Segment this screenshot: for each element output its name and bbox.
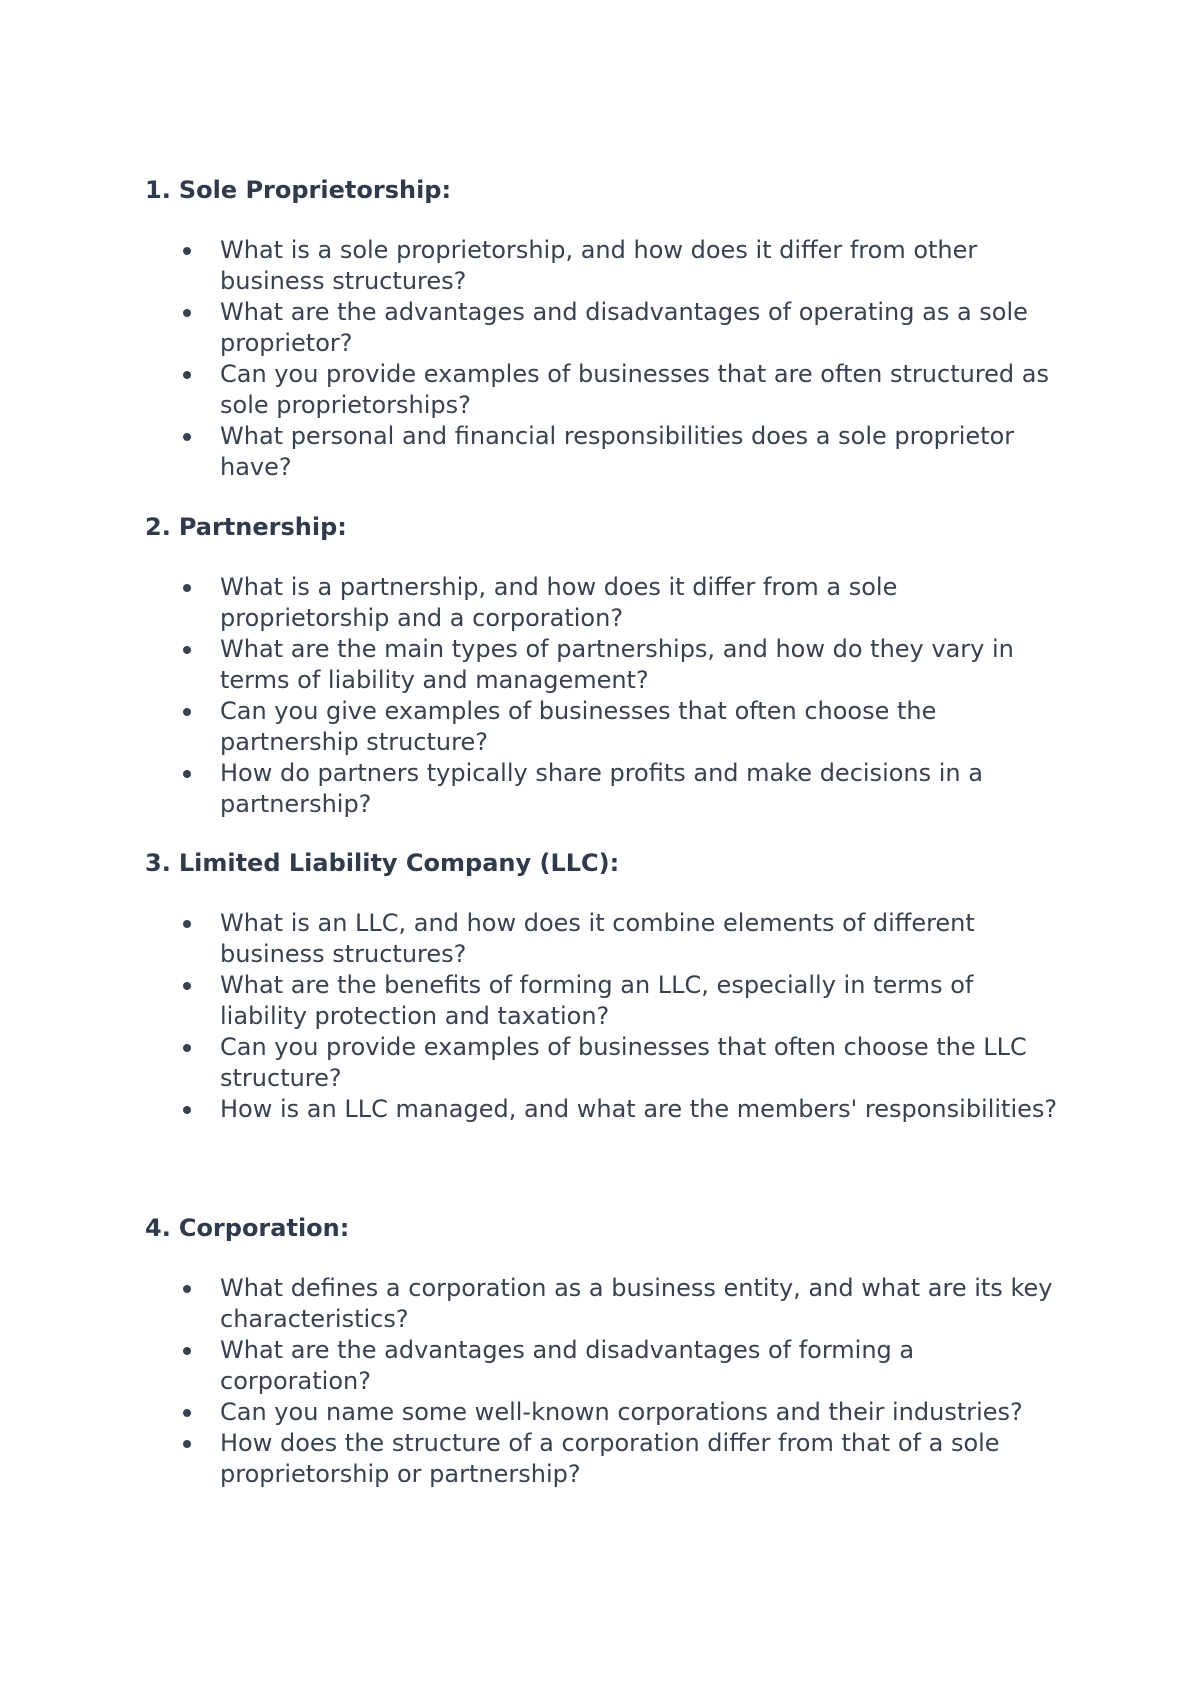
list-item (0, 908, 1060, 970)
list-item-text: What are the advantages and disadvantages of operating as a sole proprietor? (220, 298, 1028, 357)
question-list (0, 1273, 1200, 1490)
bullet-icon (183, 770, 191, 778)
bullet-icon (183, 247, 191, 255)
list-item (0, 1032, 1060, 1094)
list-item-text: How do partners typically share profits and make decisions in a partnership? (220, 759, 983, 818)
bullet-icon (183, 584, 191, 592)
list-item (0, 421, 1060, 483)
list-item-text: What is a sole proprietorship, and how does it differ from other business structures? (220, 236, 978, 295)
list-item-text: What is a partnership, and how does it differ from a sole proprietorship and a corporation? (220, 573, 898, 632)
question-list (0, 572, 1200, 820)
list-item-text: Can you provide examples of businesses that are often structured as sole proprietorships? (220, 360, 1050, 419)
section-title: Sole Proprietorship: (178, 176, 452, 204)
list-item-text: Can you provide examples of businesses that often choose the LLC structure? (220, 1033, 1027, 1092)
bullet-icon (183, 371, 191, 379)
list-item (0, 758, 1060, 820)
list-item-text: Can you give examples of businesses that often choose the partnership structure? (220, 697, 937, 756)
list-item-text: How does the structure of a corporation differ from that of a sole proprietorship or partnership? (220, 1429, 1000, 1488)
bullet-icon (183, 1347, 191, 1355)
section-title: Partnership: (178, 513, 347, 541)
section-heading (145, 848, 619, 878)
list-item-text: How is an LLC managed, and what are the members' responsibilities? (220, 1095, 1058, 1123)
list-item-text: What are the main types of partnerships, and how do they vary in terms of liability and management? (220, 635, 1014, 694)
list-item (0, 235, 1060, 297)
bullet-icon (183, 1440, 191, 1448)
question-list (0, 235, 1200, 483)
bullet-icon (183, 433, 191, 441)
list-item (0, 1094, 1060, 1125)
section-title: Limited Liability Company (LLC): (178, 849, 620, 877)
list-item-text: What are the benefits of forming an LLC, especially in terms of liability protection and taxation? (220, 971, 974, 1030)
list-item-text: What defines a corporation as a business entity, and what are its key characteristics? (220, 1274, 1053, 1333)
bullet-icon (183, 920, 191, 928)
section-number: 2. (145, 513, 171, 541)
bullet-icon (183, 708, 191, 716)
list-item-text: What are the advantages and disadvantages of forming a corporation? (220, 1336, 915, 1395)
question-list (0, 908, 1200, 1125)
bullet-icon (183, 1285, 191, 1293)
list-item (0, 1428, 1060, 1490)
list-item-text: What personal and financial responsibilities does a sole proprietor have? (220, 422, 1015, 481)
bullet-icon (183, 982, 191, 990)
section-heading (145, 512, 347, 542)
list-item-text: What is an LLC, and how does it combine elements of different business structures? (220, 909, 975, 968)
list-item (0, 1273, 1060, 1335)
list-item (0, 572, 1060, 634)
list-item (0, 1335, 1060, 1397)
section-number: 3. (145, 849, 171, 877)
bullet-icon (183, 1044, 191, 1052)
section-number: 4. (145, 1214, 171, 1242)
list-item-text: Can you name some well-known corporations and their industries? (220, 1398, 1023, 1426)
bullet-icon (183, 309, 191, 317)
section-heading (145, 1213, 349, 1243)
bullet-icon (183, 646, 191, 654)
list-item (0, 970, 1060, 1032)
list-item (0, 297, 1060, 359)
list-item (0, 359, 1060, 421)
list-item (0, 696, 1060, 758)
section-number: 1. (145, 176, 171, 204)
bullet-icon (183, 1106, 191, 1114)
bullet-icon (183, 1409, 191, 1417)
section-heading (145, 175, 451, 205)
section-title: Corporation: (178, 1214, 350, 1242)
list-item (0, 1397, 1060, 1428)
list-item (0, 634, 1060, 696)
